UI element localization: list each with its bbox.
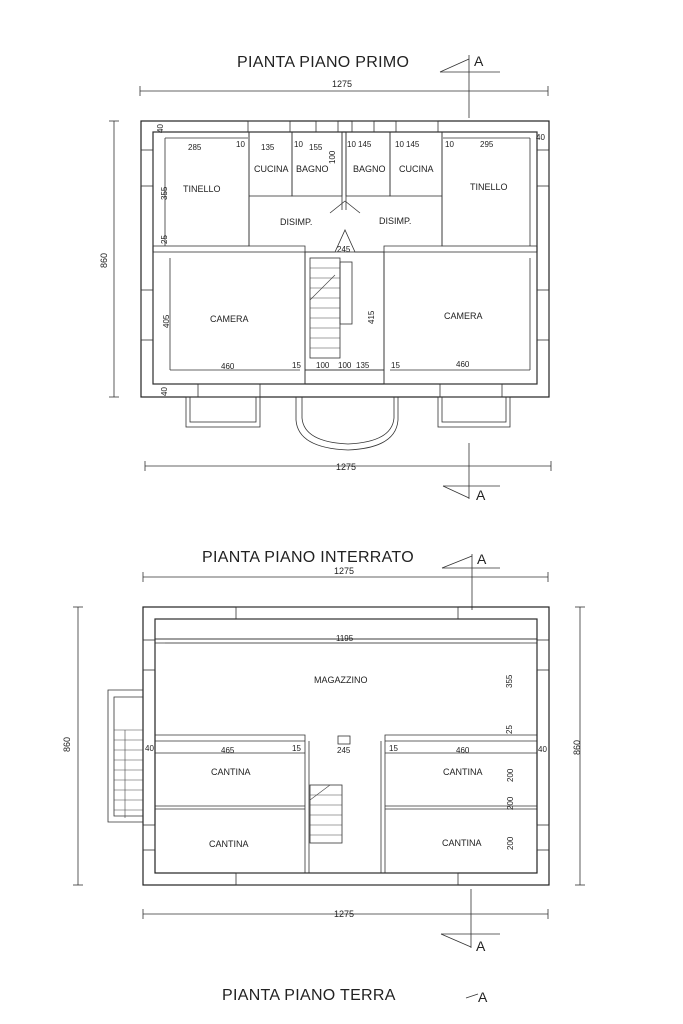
svg-text:25: 25 bbox=[160, 235, 169, 244]
primo-outer-walls bbox=[141, 121, 549, 397]
svg-text:200: 200 bbox=[506, 836, 515, 850]
svg-text:145: 145 bbox=[406, 140, 420, 149]
svg-text:245: 245 bbox=[337, 746, 351, 755]
svg-text:860: 860 bbox=[62, 736, 72, 752]
svg-text:460: 460 bbox=[456, 360, 470, 369]
room-label: CAMERA bbox=[444, 311, 483, 321]
svg-text:40: 40 bbox=[156, 124, 165, 133]
svg-text:135: 135 bbox=[261, 143, 275, 152]
svg-text:405: 405 bbox=[162, 314, 171, 328]
interrato-external-stair bbox=[108, 690, 143, 822]
svg-text:145: 145 bbox=[358, 140, 372, 149]
dimension-line-right-interrato bbox=[572, 607, 585, 885]
dimension-line-bottom-interrato bbox=[143, 909, 548, 919]
svg-text:1195: 1195 bbox=[336, 634, 354, 643]
title-piano-primo: PIANTA PIANO PRIMO bbox=[237, 54, 410, 71]
room-label: BAGNO bbox=[353, 164, 386, 174]
svg-text:10: 10 bbox=[294, 140, 303, 149]
svg-text:A: A bbox=[476, 938, 486, 954]
svg-text:100: 100 bbox=[316, 361, 330, 370]
primo-dimensions bbox=[156, 124, 545, 396]
svg-text:A: A bbox=[478, 989, 488, 1005]
svg-text:295: 295 bbox=[480, 140, 494, 149]
svg-text:245: 245 bbox=[337, 245, 351, 254]
svg-text:1275: 1275 bbox=[334, 909, 355, 919]
room-label: TINELLO bbox=[470, 182, 508, 192]
svg-text:860: 860 bbox=[572, 739, 582, 755]
room-label: CANTINA bbox=[209, 839, 249, 849]
primo-balconies bbox=[186, 397, 510, 450]
svg-text:155: 155 bbox=[309, 143, 323, 152]
svg-text:100: 100 bbox=[338, 361, 352, 370]
section-marker-top-primo bbox=[440, 53, 500, 118]
room-label: CANTINA bbox=[443, 767, 483, 777]
primo-interior-walls bbox=[153, 132, 537, 384]
interrato-room-labels bbox=[209, 675, 483, 849]
dimension-line-left bbox=[99, 121, 119, 397]
room-label: CUCINA bbox=[399, 164, 434, 174]
title-piano-terra: PIANTA PIANO TERRA bbox=[222, 987, 396, 1004]
svg-text:355: 355 bbox=[160, 186, 169, 200]
section-label: A bbox=[474, 53, 484, 69]
dim-text: 1275 bbox=[332, 79, 353, 89]
dimension-line-top bbox=[140, 79, 548, 96]
room-label: TINELLO bbox=[183, 184, 221, 194]
svg-text:285: 285 bbox=[188, 143, 202, 152]
svg-text:460: 460 bbox=[456, 746, 470, 755]
dimension-line-top-interrato bbox=[143, 566, 548, 582]
interrato-dimensions bbox=[145, 634, 547, 850]
svg-text:10: 10 bbox=[347, 140, 356, 149]
svg-text:15: 15 bbox=[389, 744, 398, 753]
svg-text:40: 40 bbox=[160, 387, 169, 396]
svg-text:40: 40 bbox=[538, 745, 547, 754]
svg-text:415: 415 bbox=[367, 310, 376, 324]
room-label: BAGNO bbox=[296, 164, 329, 174]
primo-room-labels bbox=[183, 164, 508, 324]
section-marker-terra bbox=[466, 989, 488, 1005]
room-label: CUCINA bbox=[254, 164, 289, 174]
svg-text:1275: 1275 bbox=[336, 462, 357, 472]
svg-text:200: 200 bbox=[506, 796, 515, 810]
svg-text:200: 200 bbox=[506, 768, 515, 782]
room-label: CANTINA bbox=[442, 838, 482, 848]
svg-text:40: 40 bbox=[536, 133, 545, 142]
svg-text:15: 15 bbox=[292, 361, 301, 370]
svg-text:460: 460 bbox=[221, 362, 235, 371]
dimension-line-bottom-primo bbox=[145, 461, 551, 472]
svg-text:355: 355 bbox=[505, 674, 514, 688]
title-piano-interrato: PIANTA PIANO INTERRATO bbox=[202, 549, 414, 566]
svg-text:465: 465 bbox=[221, 746, 235, 755]
svg-text:135: 135 bbox=[356, 361, 370, 370]
svg-text:A: A bbox=[476, 487, 486, 503]
svg-text:10: 10 bbox=[395, 140, 404, 149]
svg-text:25: 25 bbox=[505, 725, 514, 734]
room-label: DISIMP. bbox=[379, 216, 412, 226]
svg-text:40: 40 bbox=[145, 744, 154, 753]
section-marker-bottom-primo bbox=[443, 443, 500, 503]
svg-text:A: A bbox=[477, 551, 487, 567]
dim-text: 860 bbox=[99, 252, 109, 268]
section-marker-bottom-interrato bbox=[441, 889, 500, 954]
room-label: CANTINA bbox=[211, 767, 251, 777]
svg-text:10: 10 bbox=[445, 140, 454, 149]
svg-text:10: 10 bbox=[236, 140, 245, 149]
svg-text:100: 100 bbox=[328, 150, 337, 164]
svg-text:15: 15 bbox=[292, 744, 301, 753]
dimension-line-left-interrato bbox=[62, 607, 83, 885]
svg-text:15: 15 bbox=[391, 361, 400, 370]
room-label: DISIMP. bbox=[280, 217, 313, 227]
section-marker-top-interrato bbox=[442, 551, 500, 610]
room-label: MAGAZZINO bbox=[314, 675, 368, 685]
svg-text:1275: 1275 bbox=[334, 566, 355, 576]
room-label: CAMERA bbox=[210, 314, 249, 324]
